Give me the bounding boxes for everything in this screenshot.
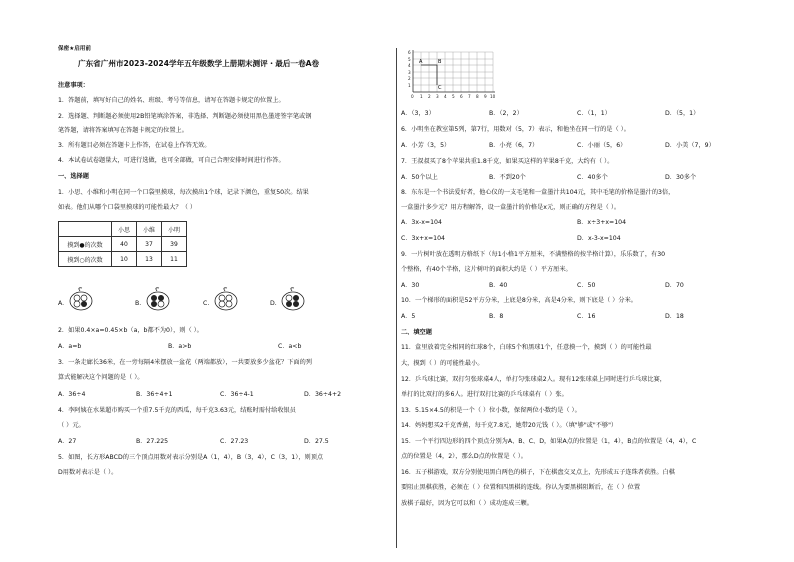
svg-text:10: 10 [490,94,496,99]
q4-line2: （ ）元。 [58,422,85,429]
q9-option-d: D．70 [665,282,684,289]
svg-text:1: 1 [408,83,411,88]
coordinate-grid-figure [405,48,501,100]
q10-option-a: A．5 [401,313,416,320]
grid-label-a: A [419,59,423,65]
table-cell [59,222,112,237]
table-cell: 10 [112,252,137,267]
q7-option-b: B．不到20个 [489,174,526,181]
q2-option-c: C．a<b [278,343,302,350]
grid-label-c: C [438,85,442,91]
table-row [59,237,187,252]
svg-text:8: 8 [476,94,479,99]
q8-option-c: C．3x+x=104 [401,235,445,242]
q7-option-a: A．50个以上 [401,174,438,181]
q7-option-c: C．40多个 [577,174,608,181]
q4-option-d: D．27.5 [304,438,329,445]
table-cell: 小维 [137,222,162,237]
q10-stem: 10．一个梯形的面积是52平方分米，上底是8分米，高是4分米，则下底是（ ）分米。 [401,297,637,304]
note-3: 3．所有题目必须在答题卡上作答，在试卷上作答无效。 [58,142,211,149]
svg-text:3: 3 [436,94,439,99]
notes-heading: 注意事项： [58,82,89,89]
q16-line1: 16．五子棋游戏，双方分别使用黑白两色的棋子，下在棋盘交叉点上，先形成五子连珠者获胜。白棋 [401,469,675,476]
q15-line1: 15．一个平行四边形的四个顶点分别为A、B、C、D，如果A点的位置是（1，4），B点的位置是（4，4），C [401,438,697,445]
section-choice-heading: 一、选择题 [58,173,89,180]
q4-option-c: C．27.23 [220,438,249,445]
q3-option-a: A．36÷4 [58,391,86,398]
q15-line2: 点的位置是（4，2），那么D点的位置是（ ）。 [401,453,527,460]
table-cell: 40 [112,237,137,252]
q5-option-b: B．（2，2） [489,110,523,117]
grid-label-b: B [438,59,442,65]
q1-option-d-label: D. [270,300,277,307]
table-cell: 摸到●的次数 [59,237,112,252]
q7-stem: 7．王叔叔买了8个苹果共重1.8千克，如果买这样的苹果8千克，大约有（ ）。 [401,158,614,165]
q6-option-a: A．小芳（3，5） [401,142,451,149]
note-4: 4．本试卷试卷题量大，可进行选做，也可全部做，可自己合理安排时间进行作答。 [58,157,285,164]
svg-text:1: 1 [420,94,423,99]
svg-text:4: 4 [444,94,447,99]
q4-line1: 4．李阿姨在水果超市购买一个重7.5千克的西瓜，每千克3.63元，结账时需付给收银员 [58,407,296,414]
svg-text:2: 2 [408,76,411,81]
q10-option-b: B．8 [489,313,504,320]
q3-option-d: D．36÷4+2 [304,391,342,398]
q16-line3: 放棋子最好，因为它可以和（ ）成功连成三颗。 [401,500,533,507]
page-title: 广东省广州市2023-2024学年五年级数学上册期末测评・最后一卷A卷 [78,59,320,68]
q8-line2: 一盒墨汁多少元？用方程解答，设一盒墨汁的价格是x元，则正确的方程是（ ）。 [401,204,621,211]
table-cell: 小明 [162,222,187,237]
q10-option-c: C．16 [577,313,596,320]
q3-line2: 算式能解决这个问题的是（ ）。 [58,374,144,381]
q12-line1: 12．乒乓球比赛，双打匀张球桌4人，单打匀张球桌2人。现有12张球桌上同时进行乒乓球比赛， [401,376,666,383]
svg-text:7: 7 [468,94,471,99]
svg-text:9: 9 [484,94,487,99]
q1-line1: 1．小思、小维和小明在同一个口袋里摸球，每次摸出1个球，记录下颜色，重复50次。结果 [58,189,309,196]
table-cell: 13 [137,252,162,267]
q8-option-d: D．x-3-x=104 [577,235,621,242]
q13-stem: 13．5.15×4.5的积是一个（ ）位小数，保留两位小数约是（ ）。 [401,407,581,414]
q6-option-c: C．小丽（5，6） [577,142,627,149]
svg-text:3: 3 [408,70,411,75]
q2-option-a: A．a=b [58,343,82,350]
q9-line1: 9．一片树叶放在透明方格纸下（每1小格1平方厘米，不满整格的按半格计算），乐乐数了，有30 [401,251,666,258]
q5-option-c: C．（1，1） [577,110,611,117]
q2-option-b: B．a>b [168,343,192,350]
q4-option-a: A．27 [58,438,77,445]
q7-option-d: D．30多个 [665,174,697,181]
table-cell: 小思 [112,222,137,237]
q3-line1: 3．一条走廊长36米，在一旁每隔4米摆放一盆花（两端都放），一共要放多少盆花？下面的列 [58,359,312,366]
svg-text:0: 0 [411,94,414,99]
q5-option-d: D．（5，1） [665,110,700,117]
q10-option-d: D．18 [665,313,684,320]
secret-mark: 保密★启用前 [58,46,91,52]
q6-option-b: B．小亮（6，7） [489,142,539,149]
jar-c-icon [213,287,239,311]
q8-line1: 8．东东是一个书法爱好者，他心仪的一支毛笔和一盒墨汁共104元，其中毛笔的价格是墨汁的3倍， [401,189,675,196]
table-header-row [59,222,187,237]
q14-stem: 14．妈妈想买2千克香蕉，每千克7.8元，她带20元钱（ ）。（填"够"或"不够"） [401,422,618,429]
q16-line2: 要阻止黑棋获胜，必须在（ ）位置和四黑棋的连线。你认为要黑棋阻断后，在（ ）位置 [401,484,641,491]
svg-text:6: 6 [408,50,411,55]
table-cell: 37 [137,237,162,252]
svg-text:2: 2 [428,94,431,99]
svg-text:5: 5 [408,57,411,62]
q9-line2: 个整格，有40个半格，这片树叶的面积大约是（ ）平方厘米。 [401,266,572,273]
q11-line1: 11．盒里放着完全相同的红球8个，白球5个和黑球1个，任意摸一个，摸到（ ）的可能性最 [401,344,652,351]
table-cell: 11 [162,252,187,267]
note-1: 1．答题前，填写好自己的姓名、班级、考号等信息，请写在答题卡规定的位置上。 [58,97,285,104]
table-row [59,252,187,267]
table-cell: 摸到○的次数 [59,252,112,267]
q1-option-c-label: C. [203,300,210,307]
q6-option-d: D．小美（7，9） [665,142,715,149]
q8-option-a: A．3x-x=104 [401,219,442,226]
jar-d-icon [280,287,306,311]
q9-option-a: A．30 [401,282,420,289]
q12-line2: 单打的比双打的多6人。进行双打比赛的乒乓球桌有（ ）张。 [401,391,568,398]
q5-option-a: A．（3，3） [401,110,435,117]
column-divider [396,48,397,548]
q11-line2: 大，摸到（ ）的可能性最小。 [401,360,484,367]
q1-option-a-label: A. [58,300,65,307]
q1-table [58,221,187,267]
jar-b-icon [145,287,171,311]
table-cell: 39 [162,237,187,252]
q3-option-b: B．36÷4+1 [136,391,173,398]
section-fill-heading: 二、填空题 [401,329,432,336]
svg-text:6: 6 [460,94,463,99]
jar-a-icon [68,287,94,311]
q4-option-b: B．27.225 [136,438,169,445]
q8-option-b: B．x÷3+x=104 [577,219,627,226]
q9-option-c: C．50 [577,282,596,289]
q6-stem: 6．小明坐在教室第5列，第7行，用数对（5，7）表示，和他坐在同一行的是（ ）。 [401,126,630,133]
q9-option-b: B．40 [489,282,508,289]
svg-text:4: 4 [408,63,411,68]
q2-stem: 2．如果0.4×a=0.45×b（a，b都不为0），则（ ）。 [58,327,203,334]
q3-option-c: C．36÷4-1 [220,391,254,398]
q5-line1: 5．如图，长方形ABCD的三个顶点用数对表示分别是A（1，4），B（3，4），C（3，1），则顶点 [58,454,324,461]
svg-text:5: 5 [452,94,455,99]
note-2: 2．选择题、判断题必须使用2B铅笔填涂答案，非选择、判断题必须使用黑色墨迹签字笔或钢 [58,113,312,120]
note-2-cont: 笔答题，请将答案填写在答题卡规定的位置上。 [58,127,188,134]
q5-line2: D用数对表示是（ ）。 [58,469,118,476]
q1-line2: 如表。他们从哪个口袋里摸球的可能性最大？（ ） [58,204,197,211]
q1-option-b-label: B. [135,300,142,307]
